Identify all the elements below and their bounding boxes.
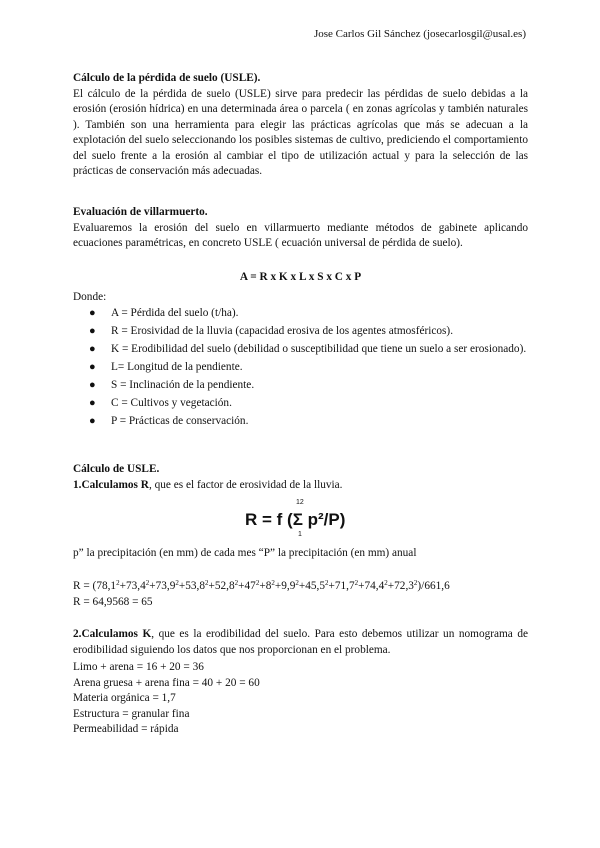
k-data-lines: [73, 660, 528, 738]
variable-item: ● S = Inclinación de la pendiente.: [73, 378, 528, 394]
page-header: Jose Carlos Gil Sánchez (josecarlosgil@usal.es): [313, 28, 526, 40]
bullet-icon: ●: [89, 415, 96, 427]
step2-text: 2.Calculamos K, que es la erodibilidad del suelo. Para esto debemos utilizar un nomograma de erodibilidad siguiendo los datos que nos proporcionan en el problema.: [73, 628, 528, 656]
variable-item: ● P = Prácticas de conservación.: [73, 414, 528, 430]
section-title: Cálculo de la pérdida de suelo (USLE).: [73, 72, 261, 84]
bullet-icon: ●: [89, 361, 96, 373]
step1-text: 1.Calculamos R, que es el factor de erosividad de la lluvia.: [73, 478, 343, 491]
variable-item: ● A = Pérdida del suelo (t/ha).: [73, 306, 528, 322]
section-title: Evaluación de villarmuerto.: [73, 206, 208, 218]
section-usle-intro: [73, 71, 528, 180]
variable-item: ● C = Cultivos y vegetación.: [73, 396, 528, 412]
bullet-icon: ●: [89, 325, 96, 337]
section-paragraph: Evaluaremos la erosión del suelo en villarmuerto mediante métodos de gabinete aplicando ecuaciones paramétricas, en concreto USLE ( ecuación universal de pérdida de suelo).: [73, 221, 528, 249]
bullet-icon: ●: [89, 397, 96, 409]
data-line: Estructura = granular fina: [73, 707, 190, 720]
variable-item: ● K = Erodibilidad del suelo (debilidad o susceptibilidad que tiene un suelo a ser erosionado).: [73, 342, 528, 358]
section-paragraph: El cálculo de la pérdida de suelo (USLE) sirve para predecir las pérdidas de suelo debidas a la erosión (erosión hídrica) en una determinada área o parcela ( en zonas agrícolas y también naturales ). También son una herramienta para elegir las prácticas agrícolas que más se adecuan a la explotación del suelo seleccionando los posibles sistemas de cultivo, prediciendo el comportamiento del suelo frente a la erosión al cambiar el tipo de utilización actual y para la selección de las prácticas de conservación más adecuadas.: [73, 87, 528, 177]
variables-list: [73, 306, 528, 432]
r-calculation: $R = (78,1^2+73,4^2+73,9^2+53,8^2+52,8^2+47^2+8^2+9,9^2+45,5^2+71,7^2+74,4^2+72,3^2)/661,6$: [73, 579, 450, 592]
bullet-icon: ●: [89, 343, 96, 355]
data-line: Materia orgánica = 1,7: [73, 692, 176, 704]
variable-item: ● R = Erosividad de la lluvia (capacidad erosiva de los agentes atmosféricos).: [73, 324, 528, 340]
data-line: Arena gruesa + arena fina = 40 + 20 = 60: [73, 676, 260, 689]
erosivity-formula: 12 R = f (Σ p²/P) 1: [245, 499, 346, 538]
bullet-icon: ●: [89, 379, 96, 391]
donde-label: Donde:: [73, 291, 107, 303]
r-result: R = 64,9568 = 65: [73, 596, 153, 608]
bullet-icon: ●: [89, 307, 96, 319]
usle-equation: A = R x K x L x S x C x P: [239, 271, 362, 283]
data-line: Limo + arena = 16 + 20 = 36: [73, 661, 204, 673]
data-line: Permeabilidad = rápida: [73, 723, 179, 735]
section-usle-calc: [73, 462, 528, 493]
variable-item: ● L= Longitud de la pendiente.: [73, 360, 528, 376]
precip-note: p” la precipitación (en mm) de cada mes “P” la precipitación (en mm) anual: [73, 547, 417, 559]
section-villarmuerto: [73, 205, 528, 252]
section-title: Cálculo de USLE.: [73, 463, 160, 475]
